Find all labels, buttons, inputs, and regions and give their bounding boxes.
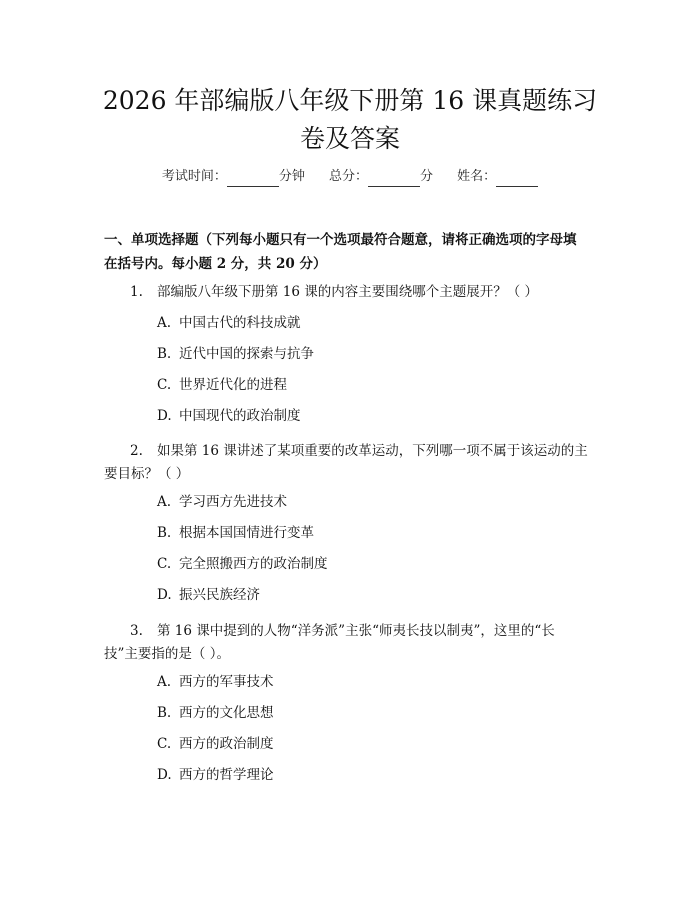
option-text: 西方的政治制度	[179, 736, 274, 752]
document-title-line1: 2026 年部编版八年级下册第 16 课真题练习	[102, 86, 598, 115]
option-letter: C.	[157, 377, 172, 393]
option-b[interactable]	[157, 521, 314, 545]
option-letter: B.	[157, 346, 172, 362]
option-text: 中国古代的科技成就	[179, 315, 301, 331]
exam-time-field	[162, 167, 305, 187]
option-letter: B.	[157, 525, 172, 541]
option-letter: D.	[157, 587, 172, 603]
option-c[interactable]	[157, 373, 287, 397]
section-heading-line1: 一、单项选择题（下列每小题只有一个选项最符合题意，请将正确选项的字母填	[104, 232, 577, 248]
option-letter: A.	[157, 674, 172, 690]
total-score-label: 总分：	[328, 169, 368, 184]
question-text: 部编版八年级下册第 16 课的内容主要围绕哪个主题展开？（ ）	[157, 284, 539, 300]
option-a[interactable]	[157, 670, 274, 694]
section-heading	[104, 228, 604, 276]
option-a[interactable]	[157, 490, 287, 514]
total-score-field	[329, 167, 433, 187]
option-letter: C.	[157, 736, 172, 752]
option-a[interactable]	[157, 311, 301, 335]
exam-time-label: 考试时间：	[161, 169, 227, 184]
option-c[interactable]	[157, 552, 328, 576]
name-label: 姓名：	[457, 169, 497, 184]
option-text: 完全照搬西方的政治制度	[179, 556, 328, 572]
exam-time-blank[interactable]	[227, 172, 279, 187]
question-text-line2: 要目标？（ ）	[104, 466, 190, 482]
exam-meta	[0, 167, 700, 187]
option-letter: A.	[157, 494, 172, 510]
section-heading-line2: 在括号内。每小题 2 分，共 20 分）	[104, 256, 327, 272]
question-number: 3.	[130, 623, 143, 639]
option-b[interactable]	[157, 701, 274, 725]
question-number: 1.	[130, 284, 143, 300]
option-text: 中国现代的政治制度	[179, 408, 301, 424]
option-letter: C.	[157, 556, 172, 572]
total-score-blank[interactable]	[368, 172, 420, 187]
exam-time-unit: 分钟	[278, 169, 305, 184]
option-d[interactable]	[157, 404, 301, 428]
option-b[interactable]	[157, 342, 314, 366]
option-text: 西方的军事技术	[179, 674, 274, 690]
option-text: 近代中国的探索与抗争	[179, 346, 314, 362]
option-letter: A.	[157, 315, 172, 331]
option-d[interactable]	[157, 583, 260, 607]
question-text-line2: 技”主要指的是（ ）。	[104, 646, 230, 662]
name-blank[interactable]	[496, 172, 538, 187]
option-text: 世界近代化的进程	[179, 377, 287, 393]
option-text: 西方的文化思想	[179, 705, 274, 721]
option-letter: D.	[157, 767, 172, 783]
option-letter: D.	[157, 408, 172, 424]
option-text: 根据本国国情进行变革	[179, 525, 314, 541]
name-field	[457, 167, 538, 187]
total-score-unit: 分	[420, 169, 434, 184]
question-text-line1: 如果第 16 课讲述了某项重要的改革运动，下列哪一项不属于该运动的主	[157, 443, 588, 459]
question-number: 2.	[130, 443, 143, 459]
option-text: 西方的哲学理论	[179, 767, 274, 783]
question-text-line1: 第 16 课中提到的人物“洋务派”主张“师夷长技以制夷”，这里的“长	[157, 623, 555, 639]
option-text: 学习西方先进技术	[179, 494, 287, 510]
document-title-line2: 卷及答案	[299, 124, 400, 153]
option-d[interactable]	[157, 763, 274, 787]
option-letter: B.	[157, 705, 172, 721]
option-c[interactable]	[157, 732, 274, 756]
option-text: 振兴民族经济	[179, 587, 260, 603]
